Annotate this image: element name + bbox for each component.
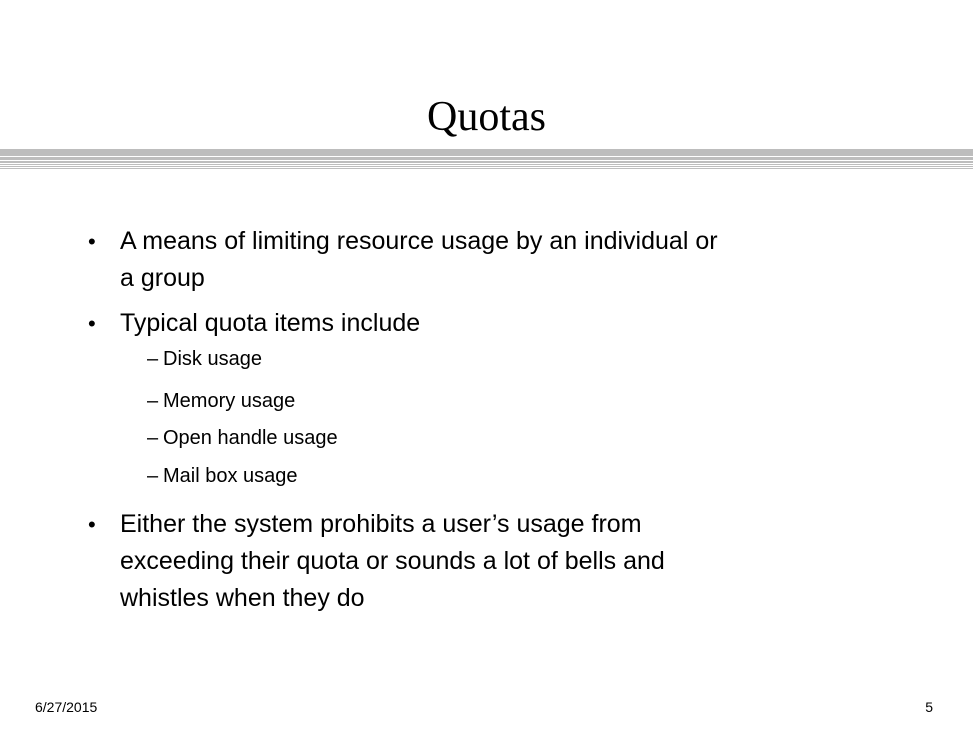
bullet-text: Typical quota items include [120, 309, 421, 337]
bullet-marker: • [88, 512, 96, 537]
sub-bullet-marker: – [147, 427, 159, 449]
sub-bullet-marker: – [147, 390, 159, 412]
page-number: 5 [925, 699, 933, 715]
bullet-text: exceeding their quota or sounds a lot of bells and [120, 547, 665, 575]
sub-bullet-text: Memory usage [163, 390, 296, 412]
footer-date: 6/27/2015 [35, 699, 98, 715]
bullet-text: a group [120, 264, 205, 292]
sub-bullet-marker: – [147, 348, 159, 370]
bullet-marker: • [88, 311, 96, 336]
bullet-text: Either the system prohibits a user’s usage from [120, 510, 642, 538]
sub-bullet-text: Mail box usage [163, 465, 298, 487]
bullet-text: A means of limiting resource usage by an individual or [120, 227, 718, 255]
sub-bullet-marker: – [147, 465, 159, 487]
bullet-marker: • [88, 229, 96, 254]
sub-bullet-text: Open handle usage [163, 427, 338, 449]
bullet-text: whistles when they do [120, 584, 365, 612]
slide-title: Quotas [427, 94, 546, 140]
sub-bullet-text: Disk usage [163, 348, 262, 370]
